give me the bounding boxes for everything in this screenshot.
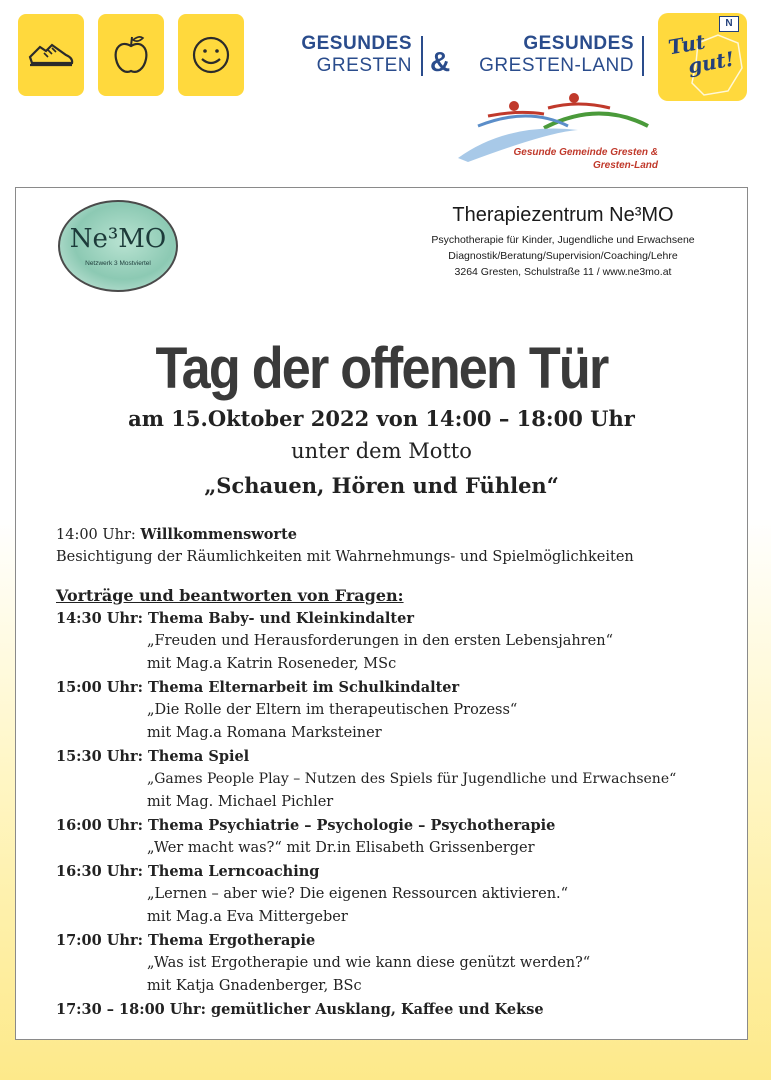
talk-2-time: 15:00 Uhr: <box>56 679 143 696</box>
brand-gresten-land <box>466 33 634 77</box>
clinic-line2: Diagnostik/Beratung/Supervision/Coaching/Lehre <box>448 250 678 262</box>
talk-4-topic: Thema Psychiatrie – Psychologie – Psychotherapie <box>148 817 556 834</box>
gemeinde-line2: Gresten-Land <box>592 160 658 171</box>
motto: „Schauen, Hören und Fühlen“ <box>204 473 559 498</box>
smiley-icon <box>190 34 232 76</box>
gemeinde-line1: Gesunde Gemeinde Gresten & <box>513 147 658 158</box>
talk-6-topic: Thema Ergotherapie <box>148 932 316 949</box>
talk-3-header <box>56 748 249 765</box>
talk-2-topic: Thema Elternarbeit im Schulkindalter <box>148 679 460 696</box>
talk-5-header <box>56 863 319 880</box>
talk-5-quote: „Lernen – aber wie? Die eigenen Ressourcen aktivieren.“ <box>147 886 569 902</box>
talk-3-quote: „Games People Play – Nutzen des Spiels für Jugendliche und Erwachsene“ <box>147 771 677 787</box>
brand-ampersand: & <box>430 46 451 77</box>
talk-4-time: 16:00 Uhr: <box>56 817 143 834</box>
clinic-name: Therapiezentrum Ne³MO <box>452 204 674 226</box>
talk-1-header <box>56 610 414 627</box>
talk-2-speaker: mit Mag.a Romana Marksteiner <box>147 725 382 741</box>
talk-6-quote: „Was ist Ergotherapie und wie kann diese genützt werden?“ <box>147 955 591 971</box>
apple-tile <box>98 14 164 96</box>
closing-line: 17:30 – 18:00 Uhr: gemütlicher Ausklang, Kaffee und Kekse <box>56 1001 544 1018</box>
motto-intro: unter dem Motto <box>291 439 472 463</box>
talk-4-quote: „Wer macht was?“ mit Dr.in Elisabeth Grissenberger <box>147 840 535 856</box>
clinic-info <box>413 202 713 280</box>
brand-left-bottom: GRESTEN <box>316 55 412 76</box>
smiley-tile <box>178 14 244 96</box>
brand-left-top: GESUNDES <box>301 33 412 54</box>
event-date: am 15.Oktober 2022 von 14:00 – 18:00 Uhr <box>128 406 635 431</box>
gesunde-gemeinde-caption <box>482 146 658 172</box>
talk-2-quote: „Die Rolle der Eltern im therapeutischen Prozess“ <box>147 702 518 718</box>
talk-2-header <box>56 679 459 696</box>
tut-gut-line1: Tut <box>666 29 707 60</box>
welcome-title: Willkommensworte <box>140 526 297 543</box>
talk-5-speaker: mit Mag.a Eva Mittergeber <box>147 909 348 925</box>
talk-6-header <box>56 932 315 949</box>
talk-5-topic: Thema Lerncoaching <box>148 863 320 880</box>
clinic-line1: Psychotherapie für Kinder, Jugendliche und Erwachsene <box>431 234 695 246</box>
ne3mo-logo-text: Ne³MO <box>69 224 167 254</box>
talk-1-time: 14:30 Uhr: <box>56 610 143 627</box>
brand-divider-left <box>421 36 423 76</box>
section-heading: Vorträge und beantworten von Fragen: <box>56 586 404 605</box>
talk-4-header <box>56 817 555 834</box>
talk-6-speaker: mit Katja Gnadenberger, BSc <box>147 978 362 994</box>
talk-6-time: 17:00 Uhr: <box>56 932 143 949</box>
talk-3-speaker: mit Mag. Michael Pichler <box>147 794 334 810</box>
talk-1-topic: Thema Baby- und Kleinkindalter <box>148 610 414 627</box>
welcome-desc: Besichtigung der Räumlichkeiten mit Wahrnehmungs- und Spielmöglichkeiten <box>56 549 634 565</box>
talk-1-speaker: mit Mag.a Katrin Roseneder, MSc <box>147 656 397 672</box>
talk-3-time: 15:30 Uhr: <box>56 748 143 765</box>
talk-5-time: 16:30 Uhr: <box>56 863 143 880</box>
ne3mo-logo-subtext: Netzwerk 3 Mostviertel <box>85 260 151 267</box>
event-title: Tag der offenen Tür <box>155 336 608 401</box>
brand-divider-right <box>642 36 644 76</box>
talk-3-topic: Thema Spiel <box>148 748 250 765</box>
tut-gut-badge: N <box>719 16 739 32</box>
tut-gut-line2: gut! <box>686 46 737 79</box>
brand-right-bottom: GRESTEN-LAND <box>479 55 634 76</box>
brand-right-top: GESUNDES <box>523 33 634 54</box>
talk-1-quote: „Freuden und Herausforderungen in den ersten Lebensjahren“ <box>147 633 613 649</box>
brand-gresten <box>294 33 412 77</box>
welcome-line <box>56 526 297 543</box>
welcome-time: 14:00 Uhr: <box>56 527 136 543</box>
apple-icon <box>111 32 151 78</box>
tut-gut-text <box>667 26 736 80</box>
tut-gut-logo <box>658 13 747 101</box>
shoe-tile <box>18 14 84 96</box>
clinic-line3: 3264 Gresten, Schulstraße 11 / www.ne3mo.at <box>454 266 672 278</box>
shoe-icon <box>26 35 76 75</box>
ne3mo-logo <box>58 200 178 292</box>
